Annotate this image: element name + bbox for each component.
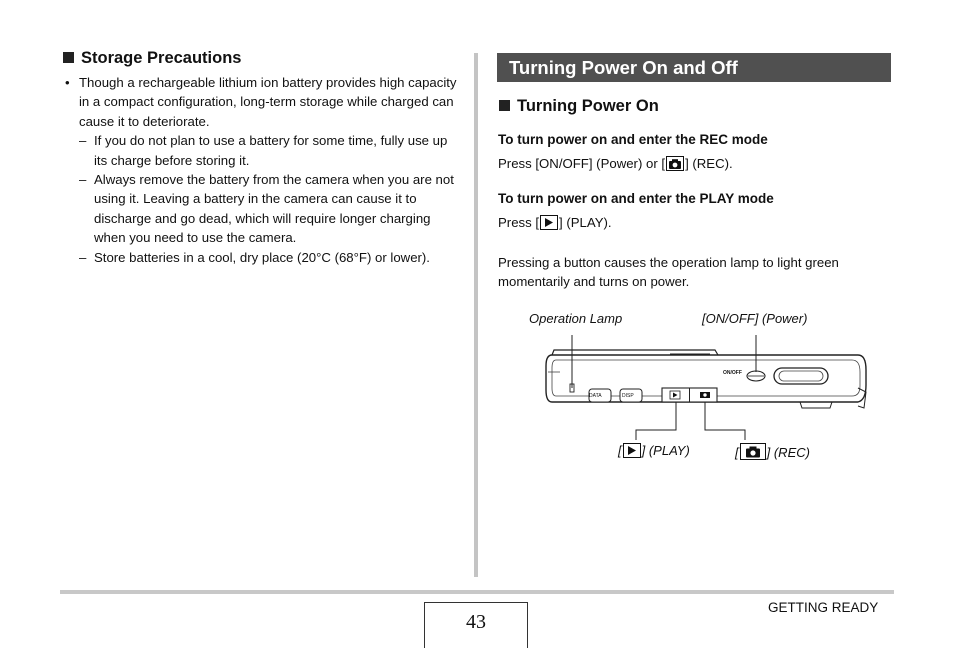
list-item: – Store batteries in a cool, dry place (20°C (68°F) or lower). bbox=[79, 249, 430, 265]
power-paragraph: Pressing a button causes the operation lamp to light green momentarily and turns on power. bbox=[498, 255, 839, 290]
play-icon bbox=[540, 215, 558, 230]
play-icon bbox=[623, 443, 641, 458]
square-bullet-icon bbox=[499, 100, 510, 111]
page-number: 43 bbox=[424, 602, 528, 648]
footer-rule bbox=[60, 590, 894, 594]
power-button-label: [ON/OFF] (Power) bbox=[702, 311, 808, 326]
list-item: • Though a rechargeable lithium ion battery provides high capacity in a compact configuration, long-term storage while charged can cause it to deteriorate. bbox=[65, 75, 457, 129]
play-mode-text: Press [ ] (PLAY). bbox=[498, 215, 612, 230]
data-button: DATA bbox=[589, 393, 602, 399]
operation-lamp-label: Operation Lamp bbox=[529, 311, 623, 326]
play-button-label: [ ] (PLAY) bbox=[618, 443, 690, 458]
camera-icon bbox=[740, 443, 766, 460]
section-banner: Turning Power On and Off bbox=[497, 53, 891, 82]
rec-mode-heading: To turn power on and enter the REC mode bbox=[498, 132, 768, 147]
list-item: – If you do not plan to use a battery for some time, fully use up its charge before storing it. bbox=[79, 133, 448, 168]
rec-mode-text: Press [ON/OFF] (Power) or [ ] (REC). bbox=[498, 156, 733, 171]
play-mode-heading: To turn power on and enter the PLAY mode bbox=[498, 191, 774, 206]
storage-precautions-list bbox=[63, 73, 463, 267]
section-name: GETTING READY bbox=[768, 600, 879, 615]
square-bullet-icon bbox=[63, 52, 74, 63]
turning-power-on-heading: Turning Power On bbox=[499, 97, 659, 116]
camera-icon bbox=[666, 156, 684, 171]
rec-button-label: [ ] (REC) bbox=[735, 445, 810, 460]
list-item: – Always remove the battery from the camera when you are not using it. Leaving a battery in the camera can cause it to discharge and go dead, which will require longer charging when you need to use the camera. bbox=[79, 172, 454, 246]
storage-precautions-heading: Storage Precautions bbox=[63, 49, 241, 68]
disp-button: DISP bbox=[622, 393, 634, 399]
onoff-marking: ON/OFF bbox=[723, 370, 742, 376]
column-divider bbox=[474, 53, 478, 577]
